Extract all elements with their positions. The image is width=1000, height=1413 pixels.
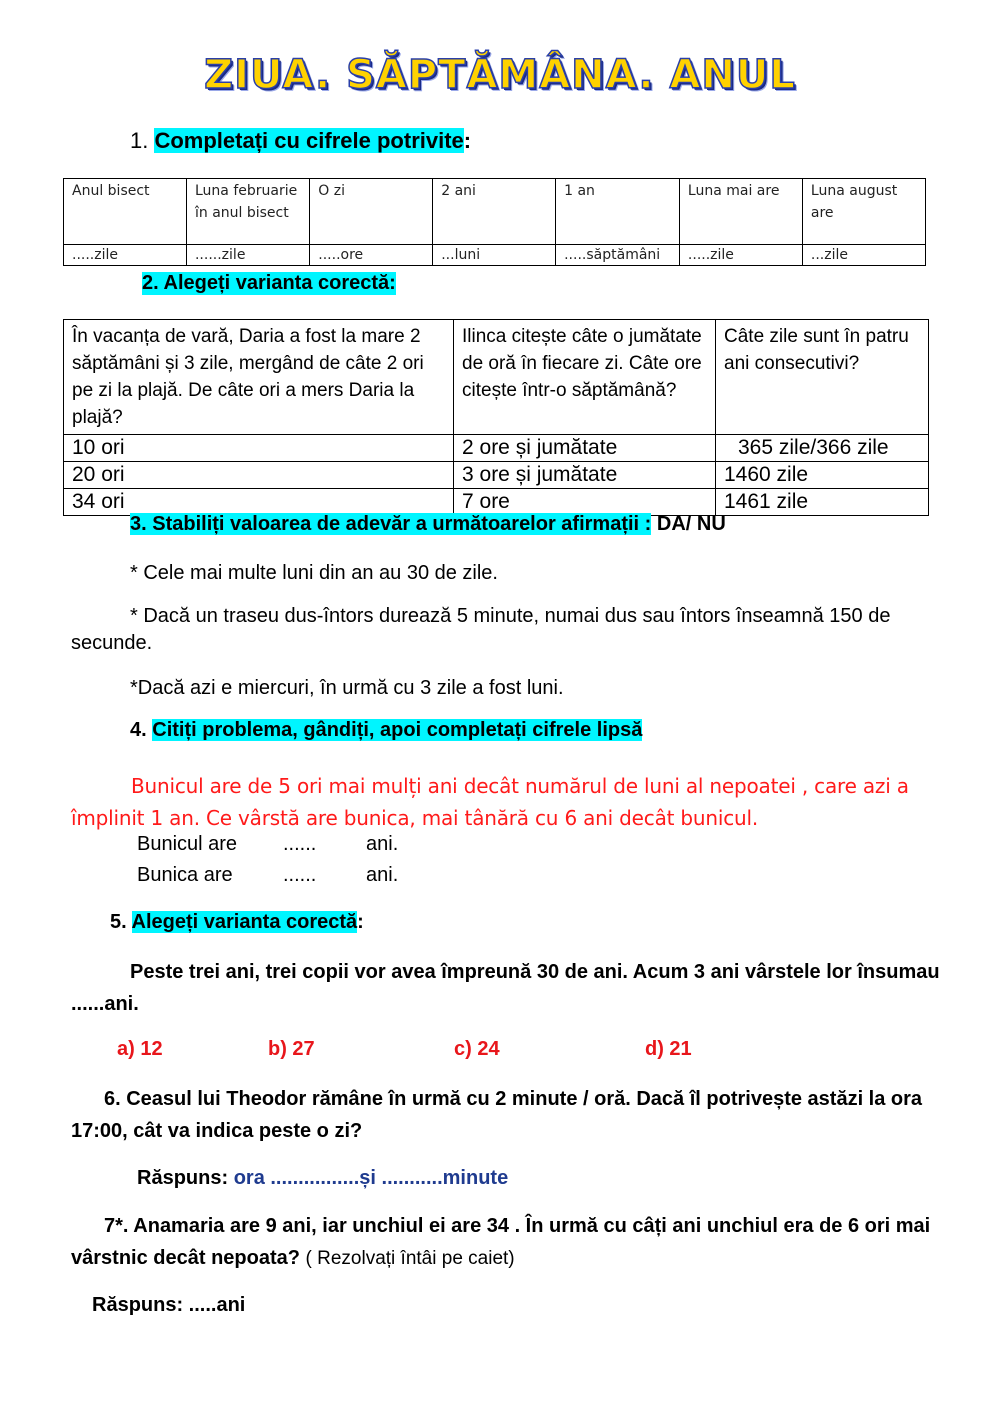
table-header-cell: O zi <box>310 179 433 245</box>
blank-cell[interactable]: .....săptămâni <box>556 245 680 266</box>
statement: * Cele mai multe luni din an au 30 de zile. <box>130 562 498 584</box>
section4-instruction: Citiți problema, gândiți, apoi completați cifrele lipsă <box>152 719 643 741</box>
answer-option[interactable]: 1460 zile <box>716 462 929 489</box>
blank-cell[interactable]: .....ore <box>310 245 433 266</box>
blank-cell[interactable]: .....zile <box>679 245 802 266</box>
table-row <box>64 489 929 516</box>
section5-problem: Peste trei ani, trei copii vor avea împreună 30 de ani. Acum 3 ani vârstele lor însumau ......ani. <box>71 961 940 1015</box>
option-c[interactable]: c) 24 <box>454 1038 500 1060</box>
fill-blank[interactable]: ...... <box>283 864 317 886</box>
fill-label: Bunica are <box>137 864 233 886</box>
table-row <box>64 435 929 462</box>
section1-instruction: Completați cu cifrele potrivite <box>154 128 464 153</box>
answer-option[interactable]: 10 ori <box>64 435 454 462</box>
section5-number: 5. <box>110 911 132 933</box>
answer-option[interactable]: 365 zile/366 zile <box>716 435 929 462</box>
answer-option[interactable]: 3 ore și jumătate <box>454 462 716 489</box>
answer-option[interactable]: 2 ore și jumătate <box>454 435 716 462</box>
table-header-cell: Anul bisect <box>64 179 187 245</box>
blank-cell[interactable]: ...zile <box>802 245 925 266</box>
section4-heading <box>130 719 642 742</box>
table-row <box>64 179 926 245</box>
section2-heading: 2. Alegeți varianta corectă: <box>142 272 396 294</box>
statement: *Dacă azi e miercuri, în urmă cu 3 zile a fost luni. <box>130 677 564 699</box>
section2-table <box>63 319 929 516</box>
section6-problem: 6. Ceasul lui Theodor rămâne în urmă cu 2 minute / oră. Dacă îl potrivește astăzi la ora 17:00, cât va indica peste o zi? <box>71 1088 923 1142</box>
section3-choices: DA/ NU <box>651 513 726 535</box>
table-header-cell: 2 ani <box>433 179 556 245</box>
section3-heading <box>130 513 726 536</box>
blank-cell[interactable]: ......zile <box>186 245 309 266</box>
table-header-cell: Luna februarie în anul bisect <box>186 179 309 245</box>
section4-problem: Bunicul are de 5 ori mai mulți ani decât numărul de luni al nepoatei , care azi a împlinit 1 an. Ce vârstă are bunica, mai tânără cu 6 ani decât bunicul. <box>71 774 909 830</box>
answer-option[interactable]: 1461 zile <box>716 489 929 516</box>
worksheet-title: ZIUA. SĂPTĂMÂNA. ANUL <box>204 52 796 98</box>
section6-answer <box>137 1162 508 1194</box>
answer-option[interactable]: 34 ori <box>64 489 454 516</box>
fill-blank[interactable]: ...... <box>283 833 317 855</box>
table-header-cell: Luna august are <box>802 179 925 245</box>
section1-heading <box>130 128 471 154</box>
question-cell: Ilinca citește câte o jumătate de oră în fiecare zi. Câte ore citește într-o săptămână? <box>454 320 716 435</box>
blank-cell[interactable]: .....zile <box>64 245 187 266</box>
table-row <box>64 245 926 266</box>
answer-blank[interactable]: ora ................și ...........minute <box>233 1167 509 1189</box>
option-a[interactable]: a) 12 <box>117 1038 163 1060</box>
table-header-cell: 1 an <box>556 179 680 245</box>
question-cell: Câte zile sunt în patru ani consecutivi? <box>716 320 929 435</box>
section1-number: 1. <box>130 128 149 153</box>
answer-label: Răspuns: <box>137 1167 229 1189</box>
section7-text: 7*. Anamaria are 9 ani, iar unchiul ei are 34 . În urmă cu câți ani unchiul era de 6 ori mai vârstnic decât nepoata? <box>71 1215 931 1269</box>
answer-option[interactable]: 20 ori <box>64 462 454 489</box>
section5-colon: : <box>357 911 364 933</box>
fill-unit: ani. <box>366 833 399 855</box>
statement: * Dacă un traseu dus-întors durează 5 minute, numai dus sau întors înseamnă 150 de secunde. <box>71 605 891 654</box>
section5-instruction: Alegeți varianta corectă <box>131 911 358 933</box>
section3-instruction: 3. Stabiliți valoarea de adevăr a următoarelor afirmații : <box>130 513 652 535</box>
table-row <box>64 462 929 489</box>
fill-label: Bunicul are <box>137 833 238 855</box>
section7-note: ( Rezolvați întâi pe caiet) <box>305 1248 515 1269</box>
section4-number: 4. <box>130 719 153 741</box>
question-cell: În vacanța de vară, Daria a fost la mare 2 săptămâni și 3 zile, mergând de câte 2 ori pe zi la plajă. De câte ori a mers Daria la plajă? <box>64 320 454 435</box>
section7-problem <box>71 1210 956 1275</box>
section1-table <box>63 178 926 266</box>
section1-colon: : <box>463 128 472 153</box>
section7-answer[interactable]: Răspuns: .....ani <box>92 1294 246 1316</box>
answer-option[interactable]: 7 ore <box>454 489 716 516</box>
table-header-cell: Luna mai are <box>679 179 802 245</box>
option-d[interactable]: d) 21 <box>645 1038 692 1060</box>
fill-unit: ani. <box>366 864 399 886</box>
table-row <box>64 320 929 435</box>
blank-cell[interactable]: ...luni <box>433 245 556 266</box>
section5-heading <box>110 911 364 934</box>
option-b[interactable]: b) 27 <box>268 1038 315 1060</box>
